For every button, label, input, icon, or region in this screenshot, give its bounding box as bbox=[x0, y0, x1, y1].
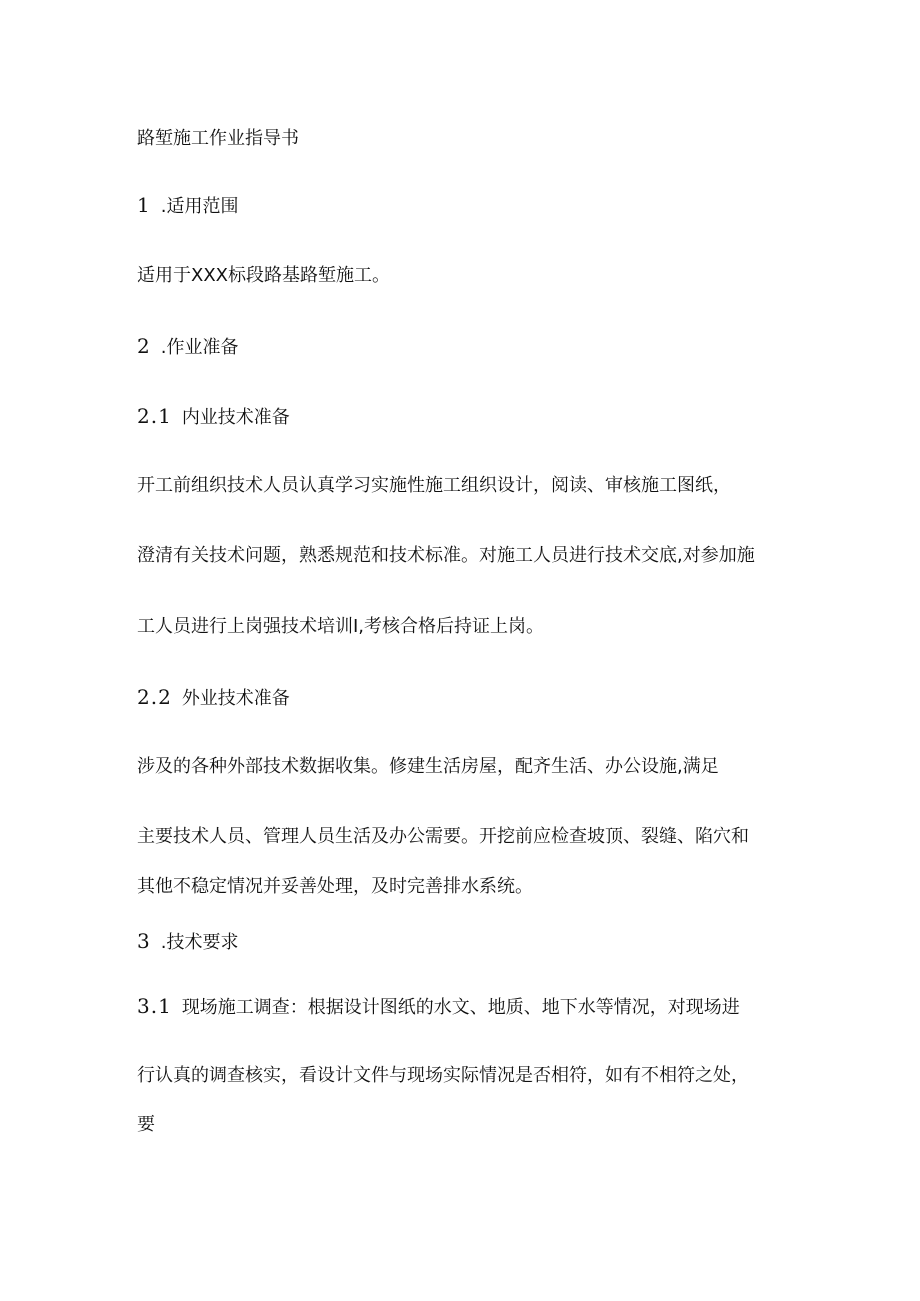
section-3-1-text: 现场施工调查：根据设计图纸的水文、地质、地下水等情况，对现场进 bbox=[181, 997, 740, 1018]
section-2-title: .作业准备 bbox=[160, 337, 239, 358]
section-3-1-line-2: 行认真的调查核实，看设计文件与现场实际情况是否相符，如有不相符之处， bbox=[137, 1065, 749, 1086]
section-2-2-number: 2.2 bbox=[137, 685, 172, 709]
section-2-1-line-3: 工人员进行上岗强技术培训I,考核合格后持证上岗。 bbox=[137, 616, 545, 637]
section-3-title: .技术要求 bbox=[160, 932, 239, 953]
section-2-1-line-2: 澄清有关技术问题，熟悉规范和技术标准。对施工人员进行技术交底,对参加施 bbox=[137, 545, 755, 566]
section-2-2-line-3: 其他不稳定情况并妥善处理，及时完善排水系统。 bbox=[137, 876, 533, 897]
section-3-1-number: 3.1 bbox=[137, 994, 172, 1018]
section-2-2-heading bbox=[137, 684, 290, 712]
section-2-1-heading bbox=[137, 403, 290, 431]
section-2-1-line-1: 开工前组织技术人员认真学习实施性施工组织设计，阅读、审核施工图纸， bbox=[137, 475, 731, 496]
section-1-title: .适用范围 bbox=[160, 196, 239, 217]
section-2-2-title: 外业技术准备 bbox=[181, 688, 290, 709]
section-3-1-line-3: 要 bbox=[137, 1114, 155, 1135]
document-title: 路堑施工作业指导书 bbox=[137, 128, 299, 149]
section-3-number: 3 bbox=[137, 929, 151, 953]
section-2-number: 2 bbox=[137, 334, 151, 358]
section-2-2-line-1: 涉及的各种外部技术数据收集。修建生活房屋，配齐生活、办公设施,满足 bbox=[137, 756, 719, 777]
section-1-body: 适用于XXX标段路基路堑施工。 bbox=[137, 265, 390, 286]
section-2-2-line-2: 主要技术人员、管理人员生活及办公需要。开挖前应检查坡顶、裂缝、陷穴和 bbox=[137, 826, 749, 847]
section-2-heading bbox=[137, 333, 238, 361]
section-3-heading bbox=[137, 928, 238, 956]
section-3-1-line-1 bbox=[137, 993, 740, 1021]
section-2-1-title: 内业技术准备 bbox=[181, 407, 290, 428]
section-2-1-number: 2.1 bbox=[137, 404, 172, 428]
section-1-heading bbox=[137, 192, 238, 220]
section-1-number: 1 bbox=[137, 193, 151, 217]
